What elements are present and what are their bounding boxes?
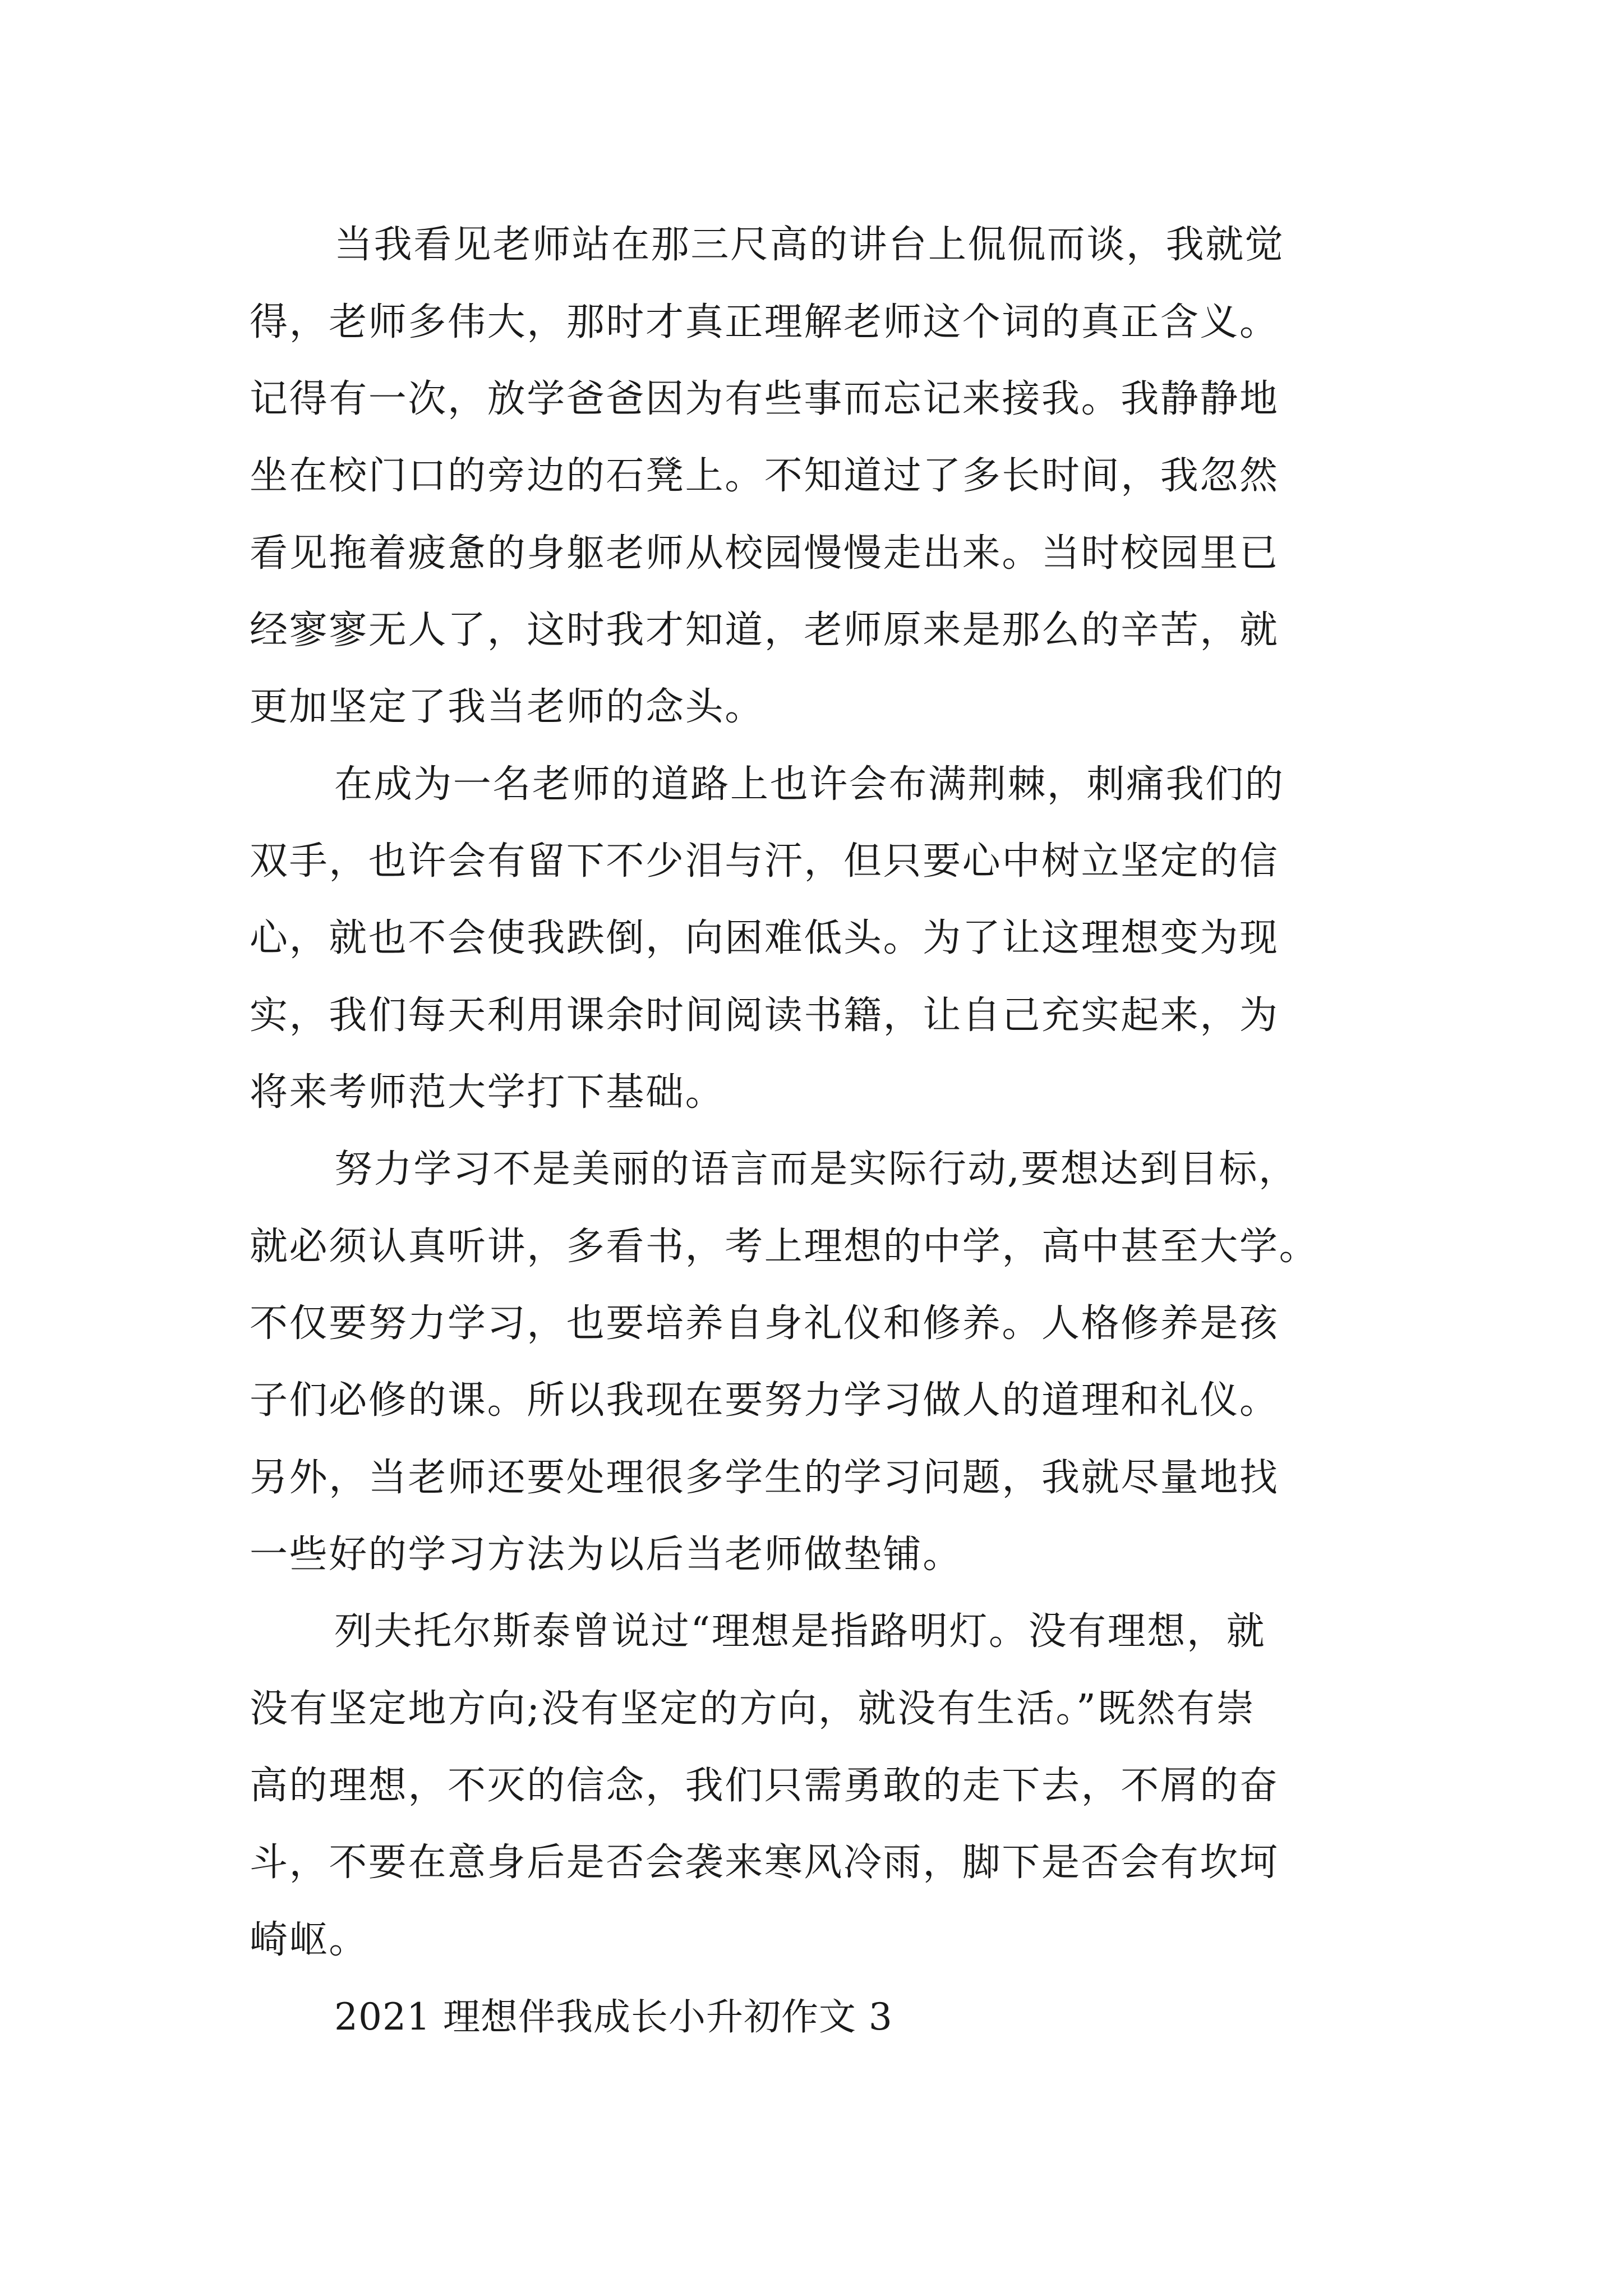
text-line: 坐在校门口的旁边的石凳上。不知道过了多长时间，我忽然 <box>250 454 1279 498</box>
text-line: 将来考师范大学打下基础。 <box>250 1070 725 1115</box>
text-line: 崎岖。 <box>250 1918 368 1962</box>
text-line: 得，老师多伟大，那时才真正理解老师这个词的真正含义。 <box>250 300 1279 344</box>
text-line: 一些好的学习方法为以后当老师做垫铺。 <box>250 1533 962 1577</box>
text-line: 没有坚定地方向;没有坚定的方向，就没有生活。”既然有崇 <box>250 1687 1256 1731</box>
text-line: 另外，当老师还要处理很多学生的学习问题，我就尽量地找 <box>250 1456 1279 1500</box>
text-line: 努力学习不是美丽的语言而是实际行动,要想达到目标， <box>334 1147 1298 1191</box>
text-line: 记得有一次，放学爸爸因为有些事而忘记来接我。我静静地 <box>250 377 1279 421</box>
text-line: 子们必修的课。所以我现在要努力学习做人的道理和礼仪。 <box>250 1378 1279 1423</box>
text-line: 经寥寥无人了，这时我才知道，老师原来是那么的辛苦，就 <box>250 608 1279 652</box>
text-line: 斗，不要在意身后是否会袭来寒风冷雨，脚下是否会有坎坷 <box>250 1841 1279 1885</box>
text-line: 高的理想，不灭的信念，我们只需勇敢的走下去，不屑的奋 <box>250 1764 1279 1808</box>
text-line: 看见拖着疲惫的身躯老师从校园慢慢走出来。当时校园里已 <box>250 531 1279 576</box>
text-line: 在成为一名老师的道路上也许会布满荆棘，刺痛我们的 <box>334 762 1285 807</box>
text-line: 实，我们每天利用课余时间阅读书籍，让自己充实起来，为 <box>250 993 1279 1038</box>
text-line: 就必须认真听讲，多看书，考上理想的中学，高中甚至大学。 <box>250 1225 1319 1269</box>
text-line: 当我看见老师站在那三尺高的讲台上侃侃而谈，我就觉 <box>334 223 1285 267</box>
text-line: 双手，也许会有留下不少泪与汗，但只要心中树立坚定的信 <box>250 839 1279 884</box>
text-line: 列夫托尔斯泰曾说过“理想是指路明灯。没有理想，就 <box>334 1609 1266 1654</box>
section-heading: 2021 理想伴我成长小升初作文 3 <box>334 1995 893 2039</box>
text-line: 更加坚定了我当老师的念头。 <box>250 685 764 729</box>
text-line: 心，就也不会使我跌倒，向困难低头。为了让这理想变为现 <box>250 916 1279 960</box>
text-line: 不仅要努力学习，也要培养自身礼仪和修养。人格修养是孩 <box>250 1301 1279 1346</box>
